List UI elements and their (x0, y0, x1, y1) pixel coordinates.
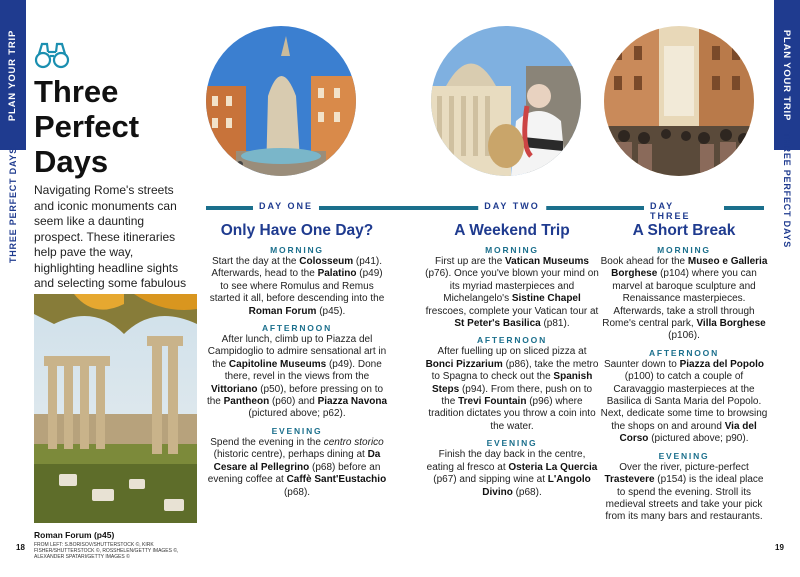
day-one-column (206, 222, 388, 499)
binoculars-icon (34, 40, 70, 70)
text-segment: Book ahead for the (600, 256, 688, 267)
place-name: St Peter's Basilica (454, 318, 541, 330)
st-peters-photo (431, 26, 581, 176)
right-chapter-label (774, 130, 800, 250)
day-heading: A Short Break (632, 222, 736, 239)
time-of-day-label: MORNING (270, 245, 324, 255)
right-sub-label: THREE PERFECT DAYS (782, 131, 792, 249)
itinerary-paragraph (206, 334, 388, 421)
text-segment: (p100) to catch a couple of Caravaggio masterpieces at the Basilica di Santa Maria del Popolo. Next, dedicate some time to browsing the shops on and around (600, 371, 768, 432)
place-name: Piazza del Popolo (679, 358, 765, 370)
itinerary-paragraph (425, 449, 599, 499)
time-of-day-label: AFTERNOON (476, 335, 548, 346)
via-del-corso-photo (604, 26, 754, 176)
right-section-tab (774, 0, 800, 150)
right-tab-label: PLAN YOUR TRIP (781, 29, 793, 121)
text-segment: (p94). From there, push on to the (441, 383, 593, 408)
page-title (34, 74, 139, 179)
place-name: Sistine Chapel (511, 293, 581, 305)
intro-paragraph: Navigating Rome's streets and iconic monuments can seem like a daunting prospect. These itineraries help pave the way, highlighting headline sights and selecting some fabulous (34, 183, 187, 290)
itinerary-paragraph (425, 346, 599, 433)
text-segment: Over the river, picture-perfect (619, 461, 749, 473)
place-name: Vittoriano (210, 383, 258, 395)
photo-credits: FROM LEFT: S.BORISOV/SHUTTERSTOCK ©, KIRK FISHER/SHUTTERSTOCK ©, ROSSHELEN/GETTY IMAGES ©, ALEXANDER SPATARI/GETTY IMAGES © (34, 542, 179, 560)
day-three-column (600, 222, 768, 524)
place-name: Osteria La Quercia (508, 461, 598, 473)
left-tab-label: PLAN YOUR TRIP (7, 29, 19, 121)
itinerary-paragraph (206, 437, 388, 499)
day-one-rule (206, 203, 429, 213)
day-heading: A Weekend Trip (454, 222, 570, 239)
place-name: Caffè Sant'Eustachio (286, 474, 387, 486)
left-sub-label: THREE PERFECT DAYS (8, 146, 18, 264)
place-name: Via del Corso (619, 420, 757, 445)
text-segment: (p81). (540, 318, 570, 330)
text-segment: (pictured above; p90). (648, 433, 749, 445)
photo-caption: Roman Forum (p45) (34, 530, 115, 540)
left-section-tab (0, 0, 26, 150)
text-segment: Finish the day back in the centre, eating al fresco at (426, 449, 586, 473)
place-name: Roman Forum (248, 305, 317, 317)
place-name: Bonci Pizzarium (425, 358, 503, 370)
text-segment: (p45). (316, 305, 346, 317)
time-of-day-label: EVENING (271, 425, 323, 436)
text-segment: (p104) where you can marvel at baroque sculpture and Renaissance masterpieces. Afterwards, take a stroll through Rome's central park, (602, 268, 757, 330)
title-line: Days (34, 144, 109, 179)
text-segment: (p76). Once you've blown your mind on its myriad masterpieces and Michelangelo's (425, 268, 599, 305)
place-name: Colosseum (299, 256, 354, 267)
itinerary-paragraph (600, 462, 768, 524)
text-segment: (p68). (283, 486, 311, 498)
text-segment: (p60) and (269, 396, 318, 408)
time-of-day-label: AFTERNOON (648, 347, 720, 358)
title-line: Three (34, 74, 119, 109)
place-name: Spanish Steps (431, 371, 593, 395)
day-one-label: DAY ONE (253, 201, 319, 211)
place-name: Da Cesare al Pellegrino (213, 449, 381, 473)
text-segment: (p154) is the ideal place to spend the evening. Stroll its medieval streets and take your pick from its many bars and restaurants. (605, 474, 764, 523)
text-segment: (p41). Afterwards, head to the (211, 256, 383, 280)
left-chapter-label (0, 145, 26, 265)
page-number-right: 19 (775, 543, 784, 552)
text-segment: (p50), before pressing on to the (206, 383, 384, 408)
text-segment: Start the day at the (211, 256, 300, 267)
piazza-navona-photo (206, 26, 356, 176)
text-segment: After fuelling up on sliced pizza at (437, 346, 587, 358)
day-two-label: DAY TWO (478, 201, 546, 211)
place-name: Trastevere (604, 474, 655, 486)
text-segment: (p49) to see where Romulus and Remus started it all, before descending into the (209, 268, 385, 305)
place-name: Palatino (317, 268, 357, 280)
title-line: Perfect (34, 109, 140, 144)
day-two-column (425, 222, 599, 499)
place-name: Pantheon (223, 396, 270, 408)
day-two-rule (427, 203, 598, 213)
place-name: Trevi Fountain (458, 396, 527, 408)
text-segment: (p68) before an evening coffee at (207, 461, 381, 486)
place-name: Vatican Museums (505, 256, 589, 267)
place-name: Villa Borghese (696, 318, 766, 330)
text-segment: Spend the evening in the (210, 436, 324, 448)
time-of-day-label: MORNING (657, 245, 711, 255)
text-segment: (pictured above; p62). (248, 408, 346, 420)
text-segment: (p49). Done there, revel in the views from the (224, 358, 382, 383)
place-name: Museo e Galleria Borghese (611, 256, 768, 280)
roman-forum-photo (34, 294, 197, 523)
text-segment: (p68). (512, 486, 542, 498)
text-segment: (p96) where tradition dictates you throw a coin into the water. (428, 396, 596, 432)
itinerary-paragraph (425, 256, 599, 330)
time-of-day-label: EVENING (658, 450, 710, 461)
day-three-rule (596, 201, 764, 221)
text-segment: Saunter down to (603, 358, 680, 370)
text-segment: First up are the (435, 256, 506, 267)
text-segment: centro storico (323, 436, 384, 448)
itinerary-paragraph (206, 256, 388, 318)
text-segment: After lunch, climb up to Piazza del Campidoglio to admire sensational art in the (207, 334, 387, 370)
text-segment: (p86), take the metro to Spagna to check out the (431, 358, 599, 383)
time-of-day-label: AFTERNOON (261, 323, 333, 334)
itinerary-paragraph (600, 359, 768, 446)
page-number-left: 18 (16, 543, 25, 552)
time-of-day-label: EVENING (486, 438, 538, 449)
text-segment: (p106). (668, 330, 700, 342)
text-segment: frescoes, complete your Vatican tour at (425, 305, 599, 317)
time-of-day-label: MORNING (485, 245, 539, 255)
text-segment: (historic centre), perhaps dining at (213, 449, 368, 461)
place-name: Capitoline Museums (228, 358, 327, 370)
day-heading: Only Have One Day? (220, 222, 374, 239)
place-name: Piazza Navona (317, 396, 388, 408)
text-segment: (p67) and sipping wine at (433, 474, 548, 486)
place-name: L'Angolo Divino (482, 474, 591, 498)
itinerary-paragraph (600, 256, 768, 343)
day-three-label: DAY THREE (644, 201, 724, 221)
